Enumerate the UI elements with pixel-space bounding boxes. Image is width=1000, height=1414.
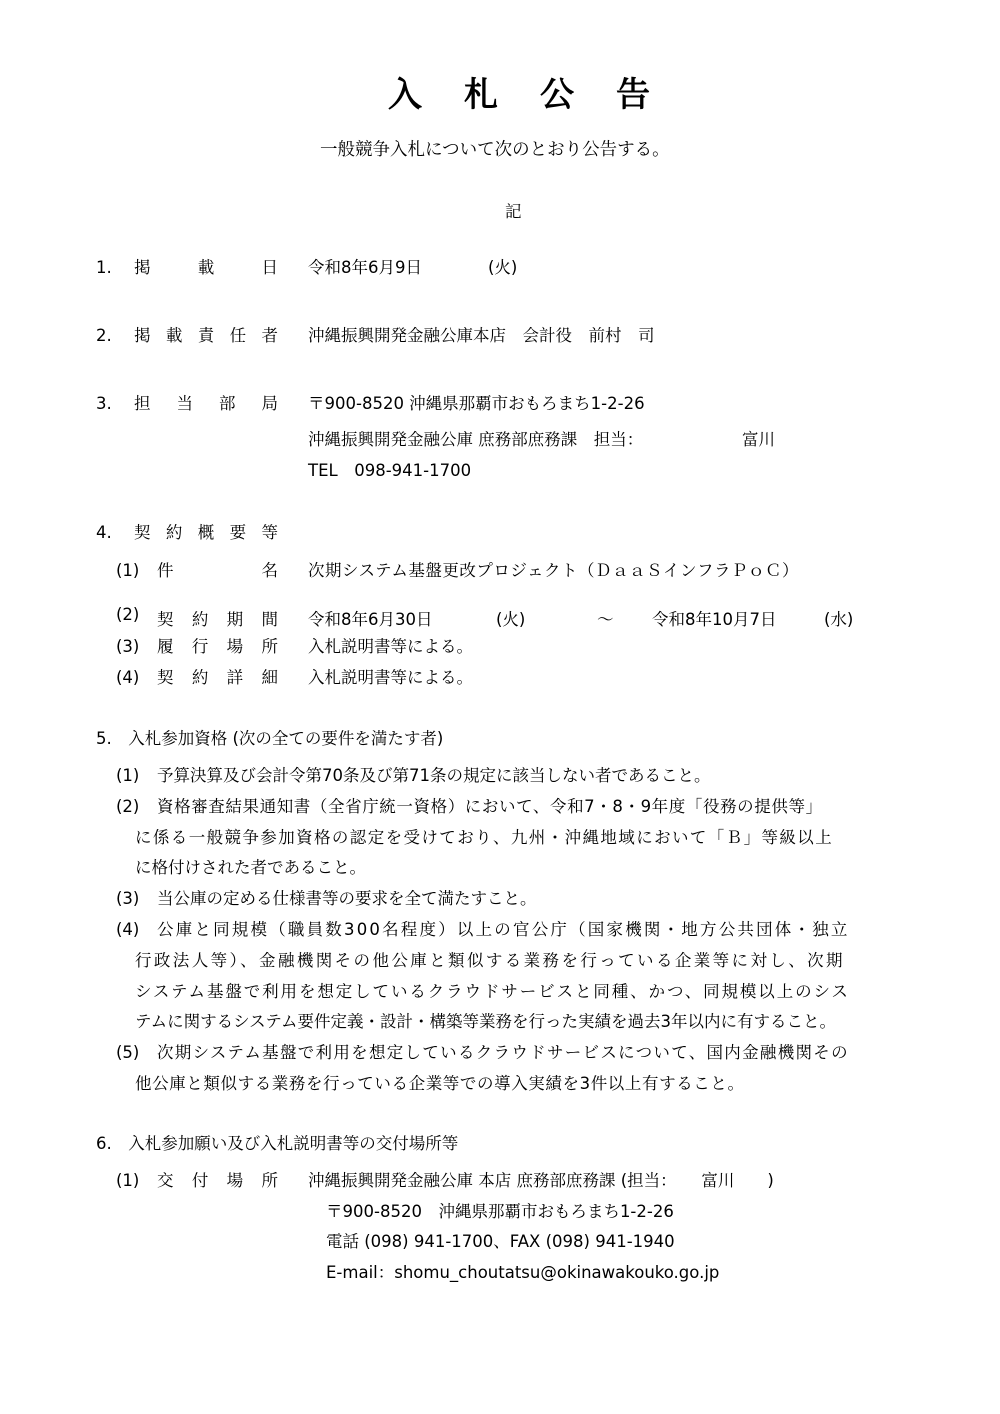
title-char: 告 [616, 75, 650, 115]
contract-start-date: 令和8年6月30日 [308, 610, 433, 629]
contract-item-label: 契 約 期 間 [157, 610, 278, 629]
requirement-number: (1) [116, 766, 140, 785]
contract-item-number: (1) [116, 561, 140, 580]
contact-person: 富川 [742, 430, 775, 449]
section-3-number: 3. [96, 394, 112, 413]
contract-item-label: 契 約 詳 細 [157, 668, 278, 687]
requirement-line: 他公庫と類似する業務を行っている企業等での導入実績を3件以上有すること。 [135, 1074, 745, 1093]
requirement-number: (2) [116, 797, 140, 816]
contract-details: 入札説明書等による。 [308, 668, 473, 687]
requirement-line: 行政法人等）、金融機関その他公庫と類似する業務を行っている企業等に対し、次期 [135, 951, 845, 970]
delivery-item-label: 交 付 場 所 [157, 1171, 278, 1190]
department-name: 沖縄振興開発金融公庫 庶務部庶務課 担当： [308, 430, 644, 449]
requirement-number: (3) [116, 889, 140, 908]
department-tel: TEL 098-941-1700 [308, 461, 472, 480]
requirement-line: 当公庫の定める仕様書等の要求を全て満たすこと。 [157, 889, 537, 908]
requirement-line: テムに関するシステム要件定義・設計・構築等業務を行った実績を過去3年以内に有すること。 [135, 1012, 837, 1031]
contract-item-number: (2) [116, 605, 140, 624]
section-3-label: 担 当 部 局 [134, 394, 278, 413]
section-1-label: 掲 載 日 [134, 258, 278, 277]
delivery-address: 〒900-8520 沖縄県那覇市おもろまち1-2-26 [326, 1202, 674, 1221]
title-char: 公 [540, 75, 574, 115]
section-5-heading: 5. 入札参加資格 (次の全ての要件を満たす者) [96, 729, 444, 748]
title-char: 札 [464, 75, 498, 115]
title-char: 入 [388, 75, 422, 115]
delivery-office: 沖縄振興開発金融公庫 本店 庶務部庶務課 (担当： 富川 ) [308, 1171, 774, 1190]
contract-item-label: 履 行 場 所 [157, 637, 278, 656]
contract-item-number: (3) [116, 637, 140, 656]
section-2-number: 2. [96, 326, 112, 345]
section-2-label: 掲 載 責 任 者 [134, 326, 278, 345]
contract-end-weekday: (水) [824, 610, 854, 629]
period-tilde: ～ [597, 610, 614, 629]
requirement-line: 公庫と同規模（職員数300名程度）以上の官公庁（国家機関・地方公共団体・独立 [157, 920, 850, 939]
department-address: 〒900-8520 沖縄県那覇市おもろまち1-2-26 [308, 394, 645, 413]
requirement-line: に格付けされた者であること。 [135, 858, 366, 877]
publication-weekday: (火) [488, 258, 518, 277]
performance-place: 入札説明書等による。 [308, 637, 473, 656]
ki-mark: 記 [505, 202, 522, 221]
subtitle: 一般競争入札について次のとおり公告する。 [320, 140, 670, 160]
section-6-heading: 6. 入札参加願い及び入札説明書等の交付場所等 [96, 1134, 459, 1153]
delivery-item-number: (1) [116, 1171, 140, 1190]
contract-item-number: (4) [116, 668, 140, 687]
requirement-number: (4) [116, 920, 140, 939]
page-title [388, 75, 650, 115]
section-4-heading: 契 約 概 要 等 [134, 523, 278, 542]
contract-item-label: 件 名 [157, 561, 278, 580]
requirement-number: (5) [116, 1043, 140, 1062]
requirement-line: 予算決算及び会計令第70条及び第71条の規定に該当しない者であること。 [157, 766, 711, 785]
contract-start-weekday: (火) [496, 610, 526, 629]
section-4-number: 4. [96, 523, 112, 542]
section-1-number: 1. [96, 258, 112, 277]
publication-date: 令和8年6月9日 [308, 258, 422, 277]
delivery-phone-fax: 電話 (098) 941-1700、FAX (098) 941-1940 [326, 1232, 675, 1251]
requirement-line: システム基盤で利用を想定しているクラウドサービスと同種、かつ、同規模以上のシス [135, 982, 850, 1001]
requirement-line: 資格審査結果通知書（全省庁統一資格）において、令和7・8・9年度「役務の提供等」 [157, 797, 823, 816]
project-name: 次期システム基盤更改プロジェクト（ＤａａＳインフラＰｏＣ） [308, 561, 800, 580]
requirement-line: に係る一般競争参加資格の認定を受けており、九州・沖縄地域において「Ｂ」等級以上 [135, 828, 834, 847]
requirement-line: 次期システム基盤で利用を想定しているクラウドサービスについて、国内金融機関その [157, 1043, 849, 1062]
responsible-person: 沖縄振興開発金融公庫本店 会計役 前村 司 [308, 326, 655, 345]
contract-end-date: 令和8年10月7日 [652, 610, 777, 629]
delivery-email: E-mail：shomu_choutatsu@okinawakouko.go.jp [326, 1263, 720, 1282]
